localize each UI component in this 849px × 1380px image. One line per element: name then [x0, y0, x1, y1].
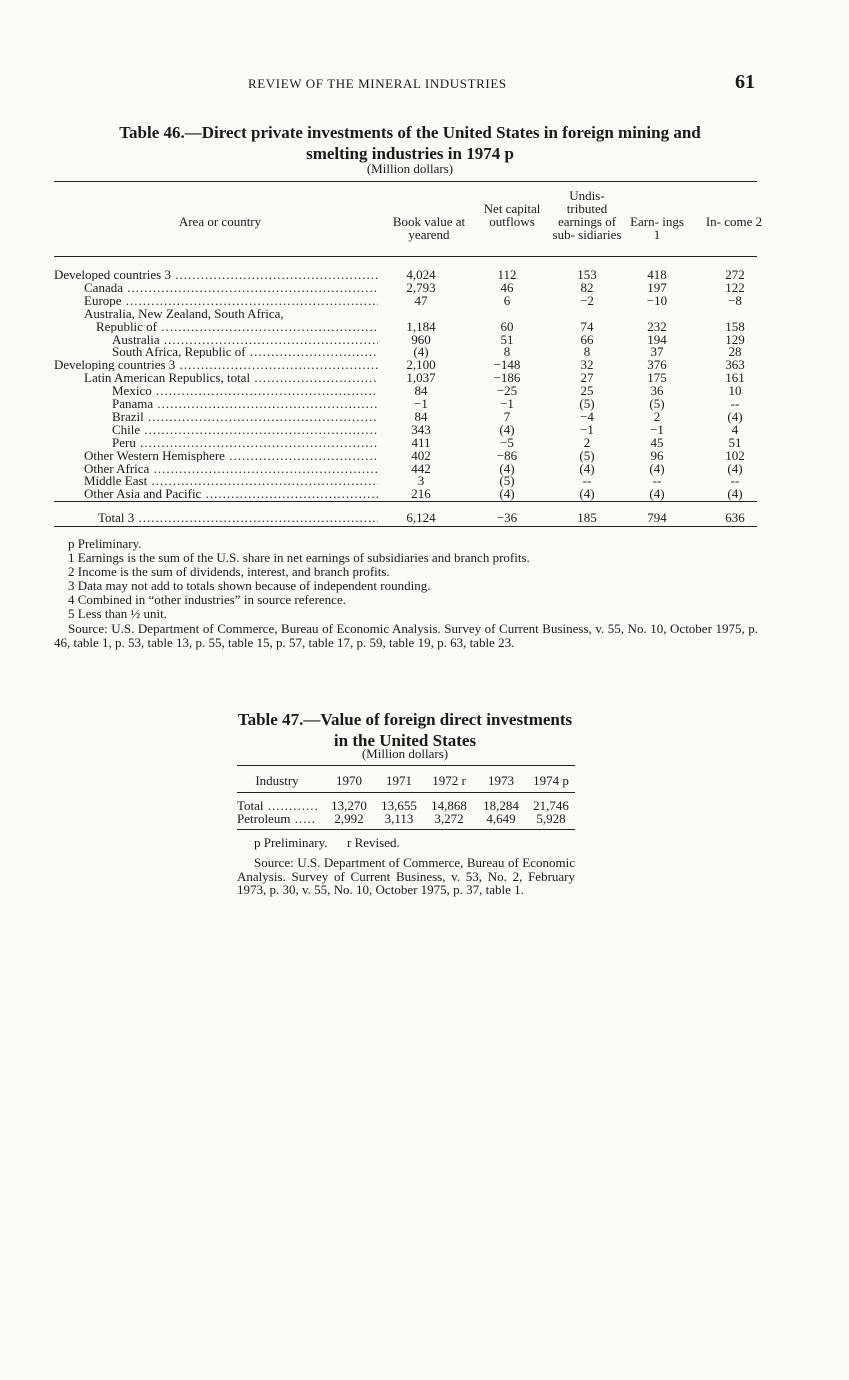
- col-header-1973: 1973: [488, 773, 514, 788]
- table46-footnotes: [68, 537, 758, 621]
- col-header-1970: 1970: [336, 773, 362, 788]
- table-row: [54, 294, 757, 307]
- row-label: Other Africa .....: [84, 462, 378, 475]
- table-top-rule: [237, 765, 575, 766]
- cell-income: 51: [728, 434, 742, 450]
- cell-book-value: 343: [411, 421, 431, 437]
- cell-net-capital: 46: [500, 279, 514, 295]
- cell-book-value: −1: [414, 396, 428, 411]
- col-header-1972: 1972 r: [432, 773, 466, 788]
- table47-notes: p Preliminary. r Revised.: [254, 835, 400, 850]
- footnote: 3 Data may not add to totals shown because of independent rounding.: [68, 578, 431, 593]
- cell-net-capital: −25: [496, 383, 518, 399]
- cell-earnings: 794: [647, 510, 667, 525]
- cell-book-value: 1,037: [406, 370, 436, 386]
- cell-undistributed: (5): [579, 447, 595, 463]
- row-label: Other Asia and Pacific .....: [84, 487, 378, 500]
- cell-income: --: [730, 396, 740, 411]
- cell-income: 161: [725, 370, 745, 386]
- cell-earnings: 194: [647, 331, 667, 347]
- cell-1972: 14,868: [431, 798, 467, 813]
- cell-undistributed: (4): [579, 460, 595, 476]
- cell-book-value: 47: [414, 292, 428, 308]
- row-label: Panama .....: [112, 397, 378, 410]
- col-header-1974: 1974 p: [533, 773, 569, 788]
- cell-1971: 13,655: [381, 798, 417, 813]
- cell-earnings: 232: [647, 318, 667, 334]
- cell-undistributed: (5): [579, 396, 595, 411]
- col-header-income: In- come 2: [705, 214, 763, 229]
- cell-undistributed: 8: [583, 344, 591, 360]
- cell-undistributed: 66: [580, 331, 594, 347]
- cell-undistributed: −4: [580, 408, 594, 424]
- table-row: [54, 449, 757, 462]
- footnote: 5 Less than ½ unit.: [68, 606, 167, 621]
- row-label: Total 3 .....: [98, 511, 378, 524]
- page-header: [0, 71, 849, 98]
- footnote: 1 Earnings is the sum of the U.S. share in net earnings of subsidiaries and branch profits.: [68, 550, 530, 565]
- cell-earnings: --: [652, 473, 662, 489]
- page-number: 61: [735, 71, 755, 93]
- cell-earnings: 376: [647, 357, 667, 373]
- row-label: Canada .....: [84, 281, 378, 294]
- cell-net-capital: 7: [503, 408, 511, 424]
- row-label: Australia, New Zealand, South Africa,: [84, 306, 284, 320]
- cell-1972: 3,272: [434, 811, 464, 826]
- cell-book-value: 2,100: [406, 357, 436, 373]
- cell-income: 129: [725, 331, 745, 347]
- cell-income: (4): [727, 460, 743, 476]
- cell-net-capital: −148: [493, 357, 521, 373]
- cell-net-capital: (4): [499, 421, 515, 437]
- cell-earnings: 175: [647, 370, 667, 386]
- table-row: [54, 307, 757, 320]
- cell-earnings: 36: [650, 383, 664, 399]
- cell-earnings: 2: [653, 408, 661, 424]
- cell-income: --: [730, 473, 740, 489]
- cell-net-capital: −1: [500, 396, 514, 411]
- running-head: REVIEW OF THE MINERAL INDUSTRIES: [248, 76, 507, 91]
- row-label: South Africa, Republic of .....: [112, 345, 378, 358]
- table-row: [54, 423, 757, 436]
- cell-earnings: −1: [650, 421, 664, 437]
- row-label: Chile .....: [112, 423, 378, 436]
- row-label: Republic of .....: [96, 320, 378, 333]
- row-label: Middle East .....: [84, 474, 378, 487]
- cell-earnings: 418: [647, 267, 667, 282]
- cell-undistributed: 74: [580, 318, 594, 334]
- cell-net-capital: (4): [499, 486, 515, 502]
- cell-book-value: 216: [411, 486, 431, 502]
- row-label: Australia .....: [112, 333, 378, 346]
- col-header-undistributed: Undis- tributed earnings of sub- sidiaries: [552, 188, 622, 242]
- row-label: Total .....: [237, 798, 317, 814]
- row-label: Other Western Hemisphere .....: [84, 449, 378, 462]
- cell-net-capital: 112: [497, 267, 517, 282]
- row-label: Developed countries 3 .....: [54, 268, 378, 281]
- cell-net-capital: (5): [499, 473, 515, 489]
- cell-1973: 4,649: [486, 811, 516, 826]
- cell-1970: 13,270: [331, 798, 367, 813]
- cell-net-capital: (4): [499, 460, 515, 476]
- cell-earnings: (4): [649, 486, 665, 502]
- cell-undistributed: (4): [579, 486, 595, 502]
- table-row: [54, 320, 757, 333]
- table-top-rule: [54, 181, 757, 182]
- col-header-area: Area or country: [178, 214, 262, 229]
- cell-income: 158: [725, 318, 745, 334]
- table-row: [54, 397, 757, 410]
- table47: [237, 765, 575, 835]
- cell-net-capital: 60: [500, 318, 514, 334]
- row-label: Mexico .....: [112, 384, 378, 397]
- cell-undistributed: 82: [580, 279, 594, 295]
- footnote: p Preliminary.: [68, 536, 142, 551]
- cell-undistributed: 32: [580, 357, 594, 373]
- cell-income: 102: [725, 447, 745, 463]
- row-label: Latin American Republics, total .....: [84, 371, 378, 384]
- row-label: Europe .....: [84, 294, 378, 307]
- footnote: 2 Income is the sum of dividends, interest, and branch profits.: [68, 564, 390, 579]
- cell-book-value: 84: [414, 383, 428, 399]
- cell-undistributed: 2: [583, 434, 591, 450]
- cell-earnings: 37: [650, 344, 664, 360]
- cell-earnings: 96: [650, 447, 664, 463]
- cell-earnings: −10: [646, 292, 668, 308]
- col-header-earnings: Earn- ings 1: [630, 214, 684, 242]
- cell-1973: 18,284: [483, 798, 519, 813]
- cell-income: 636: [725, 510, 745, 525]
- cell-net-capital: −86: [496, 447, 518, 463]
- cell-income: 10: [728, 383, 742, 399]
- row-label: Developing countries 3 .....: [54, 358, 378, 371]
- table46-title: Table 46.—Direct private investments of the United States in foreign mining and smelting industries in 1974 p: [119, 123, 701, 163]
- table47-title: Table 47.—Value of foreign direct investments in the United States: [237, 710, 573, 750]
- cell-1974: 5,928: [536, 811, 566, 826]
- cell-undistributed: −1: [580, 421, 594, 437]
- cell-income: 122: [725, 279, 745, 295]
- col-header-net-capital: Net capital outflows: [483, 201, 541, 229]
- cell-book-value: 411: [411, 434, 431, 450]
- cell-net-capital: 51: [500, 331, 514, 347]
- cell-net-capital: −5: [500, 434, 514, 450]
- cell-1971: 3,113: [384, 811, 414, 826]
- table-row: [54, 487, 757, 500]
- cell-net-capital: −186: [493, 370, 521, 386]
- col-header-1971: 1971: [386, 773, 412, 788]
- table-row: [54, 281, 757, 294]
- cell-book-value: 3: [417, 473, 425, 489]
- table47-subtitle: (Million dollars): [361, 746, 449, 761]
- cell-book-value: 1,184: [406, 318, 436, 334]
- table46-source: Source: U.S. Department of Commerce, Bureau of Economic Analysis. Survey of Current Business, v. 55, No. 10, October 1975, p. 46, table 1, p. 53, table 13, p. 55, table 15, p. 57, table 17, p. 59, table 19, p. 63, table 23.: [54, 621, 758, 650]
- col-header-industry: Industry: [255, 773, 299, 788]
- table-row-total: [54, 511, 757, 524]
- cell-income: −8: [728, 292, 742, 308]
- cell-book-value: 402: [411, 447, 431, 463]
- row-label: Petroleum .....: [237, 811, 317, 827]
- cell-income: (4): [727, 408, 743, 424]
- cell-undistributed: 25: [580, 383, 594, 399]
- cell-book-value: 2,793: [406, 279, 436, 295]
- cell-book-value: 6,124: [406, 510, 436, 525]
- footnote: 4 Combined in “other industries” in source reference.: [68, 592, 346, 607]
- cell-undistributed: 27: [580, 370, 594, 386]
- table-bottom-rule: [237, 829, 575, 830]
- cell-undistributed: −2: [580, 292, 594, 308]
- cell-book-value: 442: [411, 460, 431, 476]
- table-row: [54, 410, 757, 423]
- cell-earnings: 197: [647, 279, 667, 295]
- cell-net-capital: 8: [503, 344, 511, 360]
- cell-income: 28: [728, 344, 742, 360]
- cell-earnings: 45: [650, 434, 664, 450]
- cell-net-capital: −36: [496, 510, 518, 525]
- cell-income: (4): [727, 486, 743, 502]
- header-rule: [237, 792, 575, 793]
- cell-income: 4: [731, 421, 739, 437]
- row-label: Brazil .....: [112, 410, 378, 423]
- table46-subtitle: (Million dollars): [366, 161, 454, 176]
- cell-income: 272: [725, 267, 745, 282]
- cell-1970: 2,992: [334, 811, 364, 826]
- cell-net-capital: 6: [503, 292, 511, 308]
- cell-1974: 21,746: [533, 798, 569, 813]
- cell-income: 363: [725, 357, 745, 373]
- header-rule: [54, 256, 757, 257]
- cell-book-value: 960: [411, 331, 431, 347]
- cell-undistributed: 185: [577, 510, 597, 525]
- row-label: Peru .....: [112, 436, 378, 449]
- table-row: [54, 436, 757, 449]
- cell-book-value: 84: [414, 408, 428, 424]
- cell-earnings: (4): [649, 460, 665, 476]
- col-header-book-value: Book value at yearend: [392, 214, 466, 242]
- cell-undistributed: 153: [577, 267, 597, 282]
- cell-earnings: (5): [649, 396, 665, 411]
- cell-book-value: (4): [413, 344, 429, 360]
- cell-book-value: 4,024: [406, 267, 436, 282]
- table-bottom-rule: [54, 526, 757, 527]
- cell-undistributed: --: [582, 473, 592, 489]
- table-row: [54, 462, 757, 475]
- total-rule: [54, 501, 757, 502]
- table47-source: Source: U.S. Department of Commerce, Bureau of Economic Analysis. Survey of Current Business, v. 53, No. 2, February 1973, p. 30, v. 55, No. 10, October 1975, p. 37, table 1.: [237, 855, 575, 897]
